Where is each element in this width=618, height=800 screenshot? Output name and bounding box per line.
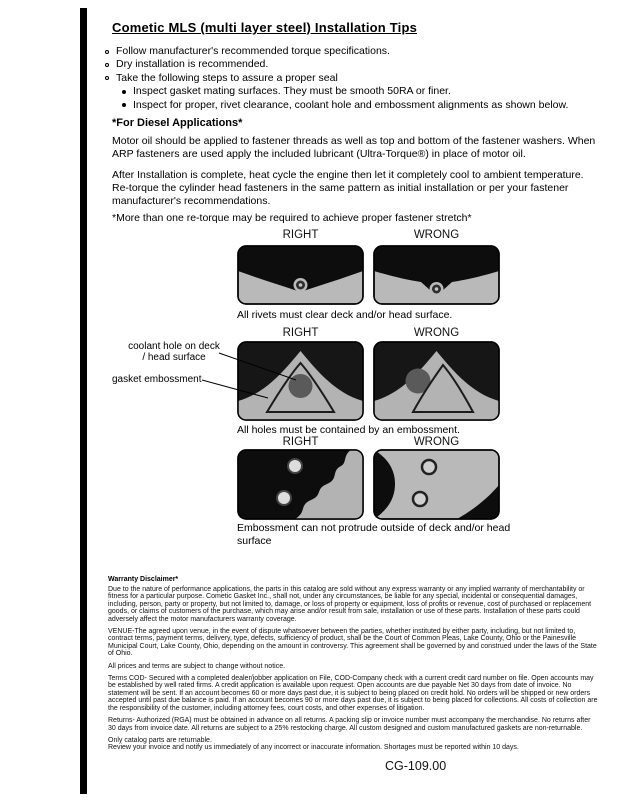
retorque-note: *More than one re-torque may be required to achieve proper fastener stretch*: [112, 212, 472, 224]
diesel-paragraph-1: Motor oil should be applied to fastener threads as well as top and bottom of the fastener washers. When ARP fasteners are used apply the included lubricant (Ultra-Torque®) in place of motor oil.: [112, 135, 596, 160]
left-border-rule: [80, 8, 87, 794]
warranty-paragraph: Only catalog parts are returnable.: [108, 736, 212, 744]
wrong-column-header: WRONG: [413, 229, 460, 241]
list-item-label: Follow manufacturer's recommended torque specifications.: [116, 45, 390, 57]
list-item-label: Inspect for proper, rivet clearance, coolant hole and embossment alignments as shown below.: [133, 98, 569, 111]
list-item-label: Take the following steps to assure a proper seal: [116, 71, 338, 84]
warranty-disclaimer-heading: Warranty Disclaimer*: [108, 576, 179, 583]
right-column-header: RIGHT: [282, 436, 319, 448]
diagram-protrusion-wrong-image: [373, 449, 500, 520]
diagram-caption-protrusion: Embossment can not protrude outside of deck and/or head surface: [237, 522, 511, 547]
list-item-label: Dry installation is recommended.: [116, 58, 269, 71]
diagram-caption-rivets: All rivets must clear deck and/or head surface.: [237, 309, 453, 321]
warranty-paragraph: All prices and terms are subject to change without notice.: [108, 662, 286, 670]
warranty-paragraph: Due to the nature of performance applications, the parts in this catalog are sold without any express warranty or any implied warranty of merchantability or fitness for a particular purpose. Cometic Gasket Inc., shall not, under any circumstances, be liable for any special, incidental or consequential damages, including, person, party or property, but not limited to, damage, or loss of property or equipment, loss of profits or revenue, cost of purchased or replacement goods, or claims of customers of the purchase, which may arise and/or result from sale, installation or use of these parts. Installation of these parts could adversely affect the motor manufacturers warranty coverage.: [108, 586, 592, 623]
wrong-column-header: WRONG: [413, 327, 460, 339]
list-item: [104, 72, 594, 85]
list-sub-item: [121, 85, 594, 98]
diesel-paragraph-2: After Installation is complete, heat cycle the engine then let it completely cool to ambient temperature. Re-torque the cylinder head fasteners in the same pattern as initial installation or per your fastener manufacturer's recommendations.: [112, 169, 584, 207]
list-item-label: Inspect gasket mating surfaces. They must be smooth 50RA or finer.: [133, 85, 451, 98]
diagram-protrusion-right-image: [237, 449, 364, 520]
diagram-caption-holes: All holes must be contained by an embossment.: [237, 424, 460, 436]
gasket-embossment-callout-label: gasket embossment: [112, 374, 202, 385]
installation-tips-list: [104, 45, 594, 112]
coolant-hole-callout-label: coolant hole on deck / head surface: [128, 341, 220, 363]
filled-bullet-icon: [122, 103, 126, 107]
diagram-embossment-wrong-image: [373, 341, 500, 421]
diagram-rivet-wrong-image: [373, 245, 500, 305]
hollow-bullet-icon: [105, 50, 109, 54]
list-item: [104, 45, 594, 58]
diagram-rivet-right-image: [237, 245, 364, 305]
warranty-paragraph: Returns- Authorized (RGA) must be obtained in advance on all returns. A packing slip or invoice number must accompany the merchandise. No returns after 30 days from invoice date. All returns are subject to a 25% restocking charge. All custom designed and custom manufactured gaskets are non-returnable.: [108, 717, 591, 732]
right-column-header: RIGHT: [282, 327, 319, 339]
filled-bullet-icon: [122, 90, 126, 94]
list-sub-item: [121, 99, 594, 112]
diagram-embossment-right-image: [237, 341, 364, 421]
diesel-applications-heading: *For Diesel Applications*: [112, 117, 243, 129]
warranty-disclaimer-text: [108, 586, 600, 752]
warranty-paragraph: Terms COD- Secured with a completed dealer/jobber application on File, COD-Company check with a current credit card number on file. Open accounts may be established by well rated firms. A credit application is available upon request. Open accounts are due payable Net 30 days from date of invoice. No statement will be sent. If an account becomes 60 or more days past due, it is subject to being placed on credit hold. No orders will be shipped or new orders accepted until past due balance is paid. If an account becomes 90 or more days past due, it is subject to being placed for collections. All costs of collection are the responsibility of the customer, including attorney fees, court costs, and other expenses of litigation.: [108, 675, 598, 712]
hollow-bullet-icon: [105, 63, 109, 67]
warranty-paragraph: VENUE-The agreed upon venue, in the event of dispute whatsoever between the parties, whether instituted by either party, including, but not limited to, contract terms, payment terms, delivery, type, defects, sufficiency of product, shall be the Court of Common Pleas, Lake County, Ohio or the Painesville Municipal Court, Lake County, Ohio, depending on the amount in controversy. This agreement shall be governed by and construed under the laws of the State of Ohio.: [108, 628, 597, 658]
right-column-header: RIGHT: [282, 229, 319, 241]
hollow-bullet-icon: [105, 76, 109, 80]
warranty-paragraph: Review your invoice and notify us immediately of any incorrect or inaccurate information. Shortages must be reported within 10 days.: [108, 744, 519, 752]
page-title: Cometic MLS (multi layer steel) Installation Tips: [112, 20, 418, 35]
list-item: [104, 58, 594, 71]
page-number: CG-109.00: [385, 759, 447, 773]
wrong-column-header: WRONG: [413, 436, 460, 448]
